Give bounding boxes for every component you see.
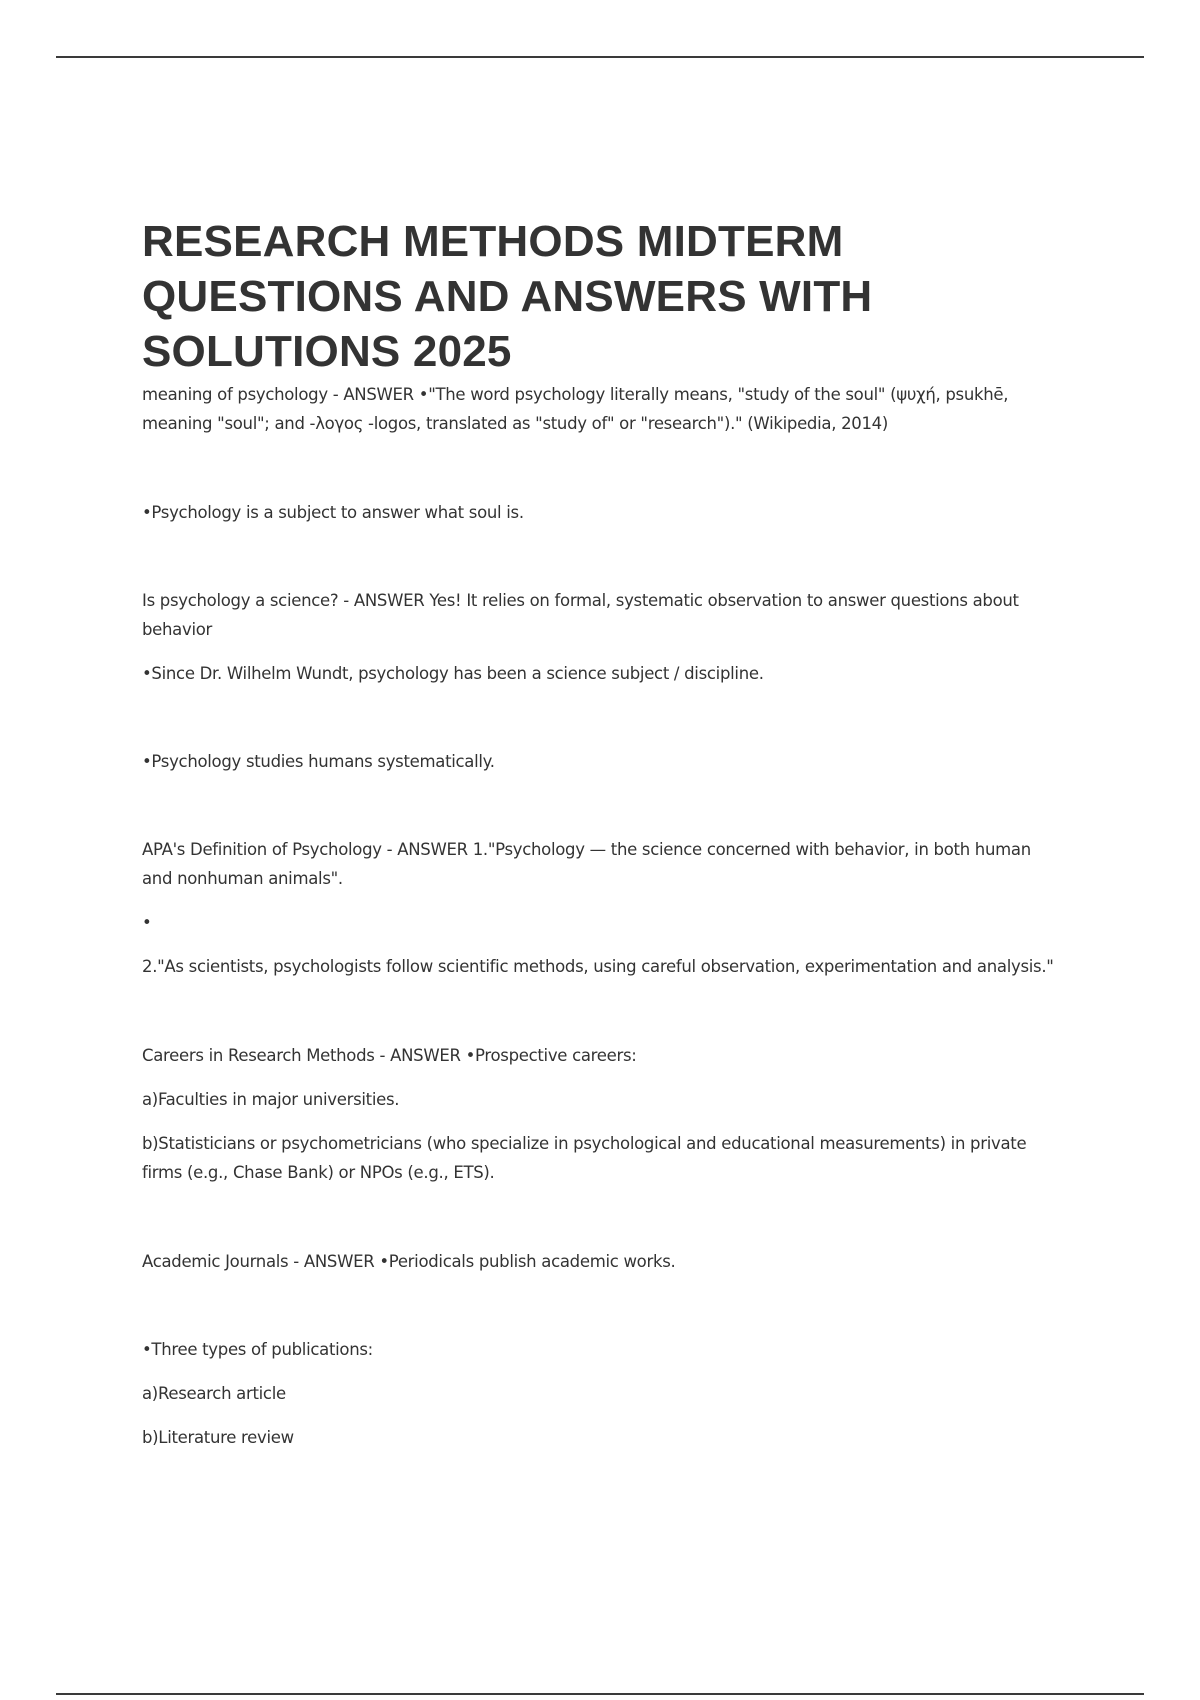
top-rule: [56, 56, 1144, 58]
paragraph-literature-review: b)Literature review: [142, 1428, 294, 1447]
paragraph-faculties: a)Faculties in major universities.: [142, 1090, 400, 1109]
paragraph-wundt: •Since Dr. Wilhelm Wundt, psychology has been a science subject / discipline.: [142, 664, 764, 683]
paragraph-studies-humans: •Psychology studies humans systematically.: [142, 752, 495, 771]
paragraph-academic-journals: Academic Journals - ANSWER •Periodicals publish academic works.: [142, 1252, 676, 1271]
paragraph-statisticians: b)Statisticians or psychometricians (who specialize in psychological and educational measurements) in private firms (e.g., Chase Bank) or NPOs (e.g., ETS).: [142, 1134, 1027, 1182]
paragraph-research-article: a)Research article: [142, 1384, 286, 1403]
paragraph-apa-definition: APA's Definition of Psychology - ANSWER 1."Psychology — the science concerned with behavior, in both human and nonhuman animals".: [142, 840, 1031, 888]
bottom-rule: [56, 1693, 1144, 1695]
document-title: [142, 214, 1062, 379]
paragraph-scientific-methods: 2."As scientists, psychologists follow scientific methods, using careful observation, experimentation and analysis.": [142, 957, 1054, 976]
bullet-mark: •: [142, 913, 152, 932]
paragraph-soul-subject: •Psychology is a subject to answer what soul is.: [142, 503, 524, 522]
title-line: RESEARCH METHODS MIDTERM: [142, 217, 844, 266]
paragraph-careers: Careers in Research Methods - ANSWER •Prospective careers:: [142, 1046, 637, 1065]
paragraph-meaning-of-psychology: meaning of psychology - ANSWER •"The word psychology literally means, "study of the soul" (ψυχή, psukhē, meaning "soul"; and -λογος -logos, translated as "study of" or "research")." (Wikipedia, 2014): [142, 385, 1009, 433]
paragraph-three-types: •Three types of publications:: [142, 1340, 373, 1359]
paragraph-is-psychology-science: Is psychology a science? - ANSWER Yes! It relies on formal, systematic observation to answer questions about behavior: [142, 591, 1019, 639]
title-line: SOLUTIONS 2025: [142, 327, 512, 376]
title-line: QUESTIONS AND ANSWERS WITH: [142, 272, 873, 321]
document-body: [142, 214, 1062, 1452]
